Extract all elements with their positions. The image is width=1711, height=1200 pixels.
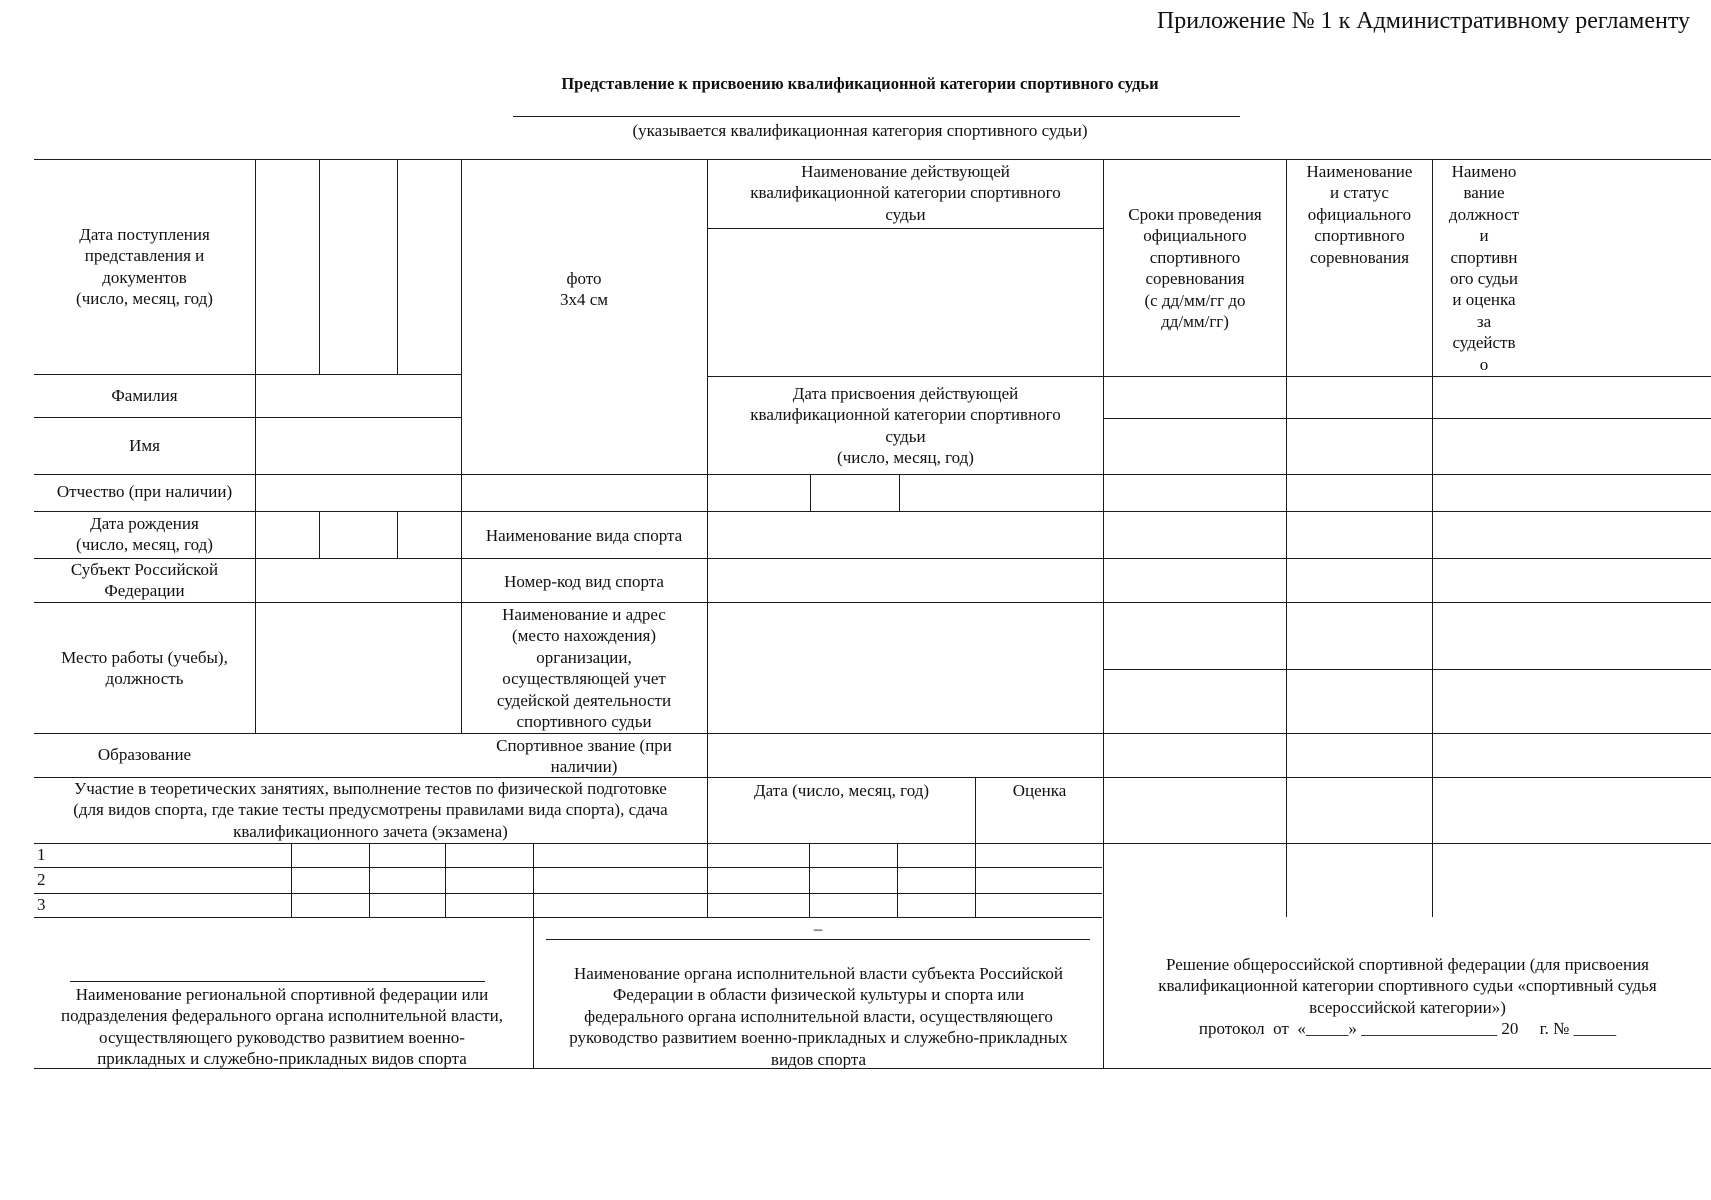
- grid-line: [34, 867, 1102, 868]
- regional-federation-label: Наименование региональной спортивной федерации или подразделения федерального органа исполнительной власти, осуществляющего руководство развитием военно- прикладных и служебно-прикладных видов спорта: [61, 985, 503, 1069]
- header-position-rating: Наимено вание должност и спортивн ого судьи и оценка за судейств о: [1448, 162, 1520, 374]
- label-birth-date: Дата рождения (число, месяц, год): [76, 514, 213, 555]
- tests-row-number: 3: [37, 895, 46, 914]
- grid-line: [708, 376, 1711, 377]
- grid-line: [897, 843, 898, 917]
- tests-row-number: 1: [37, 845, 46, 864]
- tests-grade-header: Оценка: [1012, 781, 1067, 800]
- grid-line: [255, 159, 256, 374]
- tests-header: Участие в теоретических занятиях, выполнение тестов по физической подготовке (для видов спорта, где такие тесты предусмотрены правилами вида спорта), сдача квалификационного зачета (экзамена): [73, 779, 668, 841]
- tests-row-number: 2: [37, 870, 46, 889]
- label-education: Образование: [97, 745, 192, 764]
- photo-placeholder: фото 3х4 см: [559, 269, 609, 310]
- grid-line: [34, 474, 1711, 475]
- label-sport-name: Наименование вида спорта: [485, 526, 683, 545]
- label-subject-rf: Субъект Российской Федерации: [70, 560, 219, 601]
- grid-line: [255, 374, 256, 733]
- executive-body-label: Наименование органа исполнительной власти субъекта Российской Федерации в области физической культуры и спорта или федерального органа исполнительной власти, осуществляющего руководство развитием военно-прикладных и служебно-прикладных видов спорта: [569, 964, 1068, 1069]
- header-competition-dates: Сроки проведения официального спортивного соревнования (с дд/мм/гг до дд/мм/гг): [1128, 205, 1262, 332]
- header-competition-name: Наименование и статус официального спортивного соревнования: [1306, 162, 1413, 267]
- grid-line: [34, 893, 1102, 894]
- grid-line: [1104, 669, 1711, 670]
- label-category-date: Дата присвоения действующей квалификационной категории спортивного судьи (число, месяц, год): [750, 384, 1061, 468]
- grid-line: [34, 843, 1711, 844]
- label-sport-title: Спортивное звание (при наличии): [496, 736, 672, 777]
- label-sport-code: Номер-код вид спорта: [504, 572, 664, 591]
- grid-line: [34, 558, 1711, 559]
- grid-line: [397, 159, 398, 374]
- grid-line: [34, 374, 462, 375]
- grid-line: [34, 917, 1102, 918]
- grid-line: [899, 474, 900, 511]
- label-patronymic: Отчество (при наличии): [56, 482, 233, 501]
- category-blank-line: [513, 116, 1240, 117]
- grid-line: [707, 159, 708, 917]
- label-workplace: Место работы (учебы), должность: [61, 648, 228, 689]
- protocol-line: протокол от «_____» ________________ 20 г. № _____: [1198, 1019, 1617, 1038]
- grid-line: [369, 843, 370, 917]
- decision-label: Решение общероссийской спортивной федерации (для присвоения квалификационной категории спортивного судьи «спортивный судья всероссийской категории»): [1158, 955, 1657, 1017]
- grid-line: [34, 417, 462, 418]
- grid-line: [34, 602, 1711, 603]
- grid-line: [397, 511, 398, 558]
- grid-line: [34, 511, 1711, 512]
- annex-label: Приложение № 1 к Административному регламенту: [1156, 8, 1690, 34]
- grid-line: [809, 843, 810, 917]
- label-current-category: Наименование действующей квалификационной категории спортивного судьи: [750, 162, 1061, 224]
- grid-line: [708, 228, 1103, 229]
- label-org-name-address: Наименование и адрес (место нахождения) организации, осуществляющей учет судейской деятельности спортивного судьи: [496, 605, 672, 732]
- grid-line: [319, 511, 320, 558]
- grid-line: [445, 843, 446, 917]
- grid-line: [1104, 418, 1711, 419]
- grid-line: [1286, 159, 1287, 917]
- signature-line: [70, 981, 485, 982]
- dash-mark: –: [813, 919, 823, 938]
- grid-line: [291, 843, 292, 917]
- tests-date-header: Дата (число, месяц, год): [753, 781, 930, 800]
- form-subtitle: (указывается квалификационная категория спортивного судьи): [632, 121, 1088, 140]
- form-title: Представление к присвоению квалификационной категории спортивного судьи: [561, 74, 1159, 93]
- label-date-received: Дата поступления представления и документов (число, месяц, год): [76, 225, 213, 309]
- grid-line: [810, 474, 811, 511]
- grid-line: [319, 159, 320, 374]
- label-name: Имя: [129, 436, 160, 455]
- grid-line: [34, 733, 1711, 734]
- label-surname: Фамилия: [111, 386, 178, 405]
- grid-line-top: [34, 159, 1711, 160]
